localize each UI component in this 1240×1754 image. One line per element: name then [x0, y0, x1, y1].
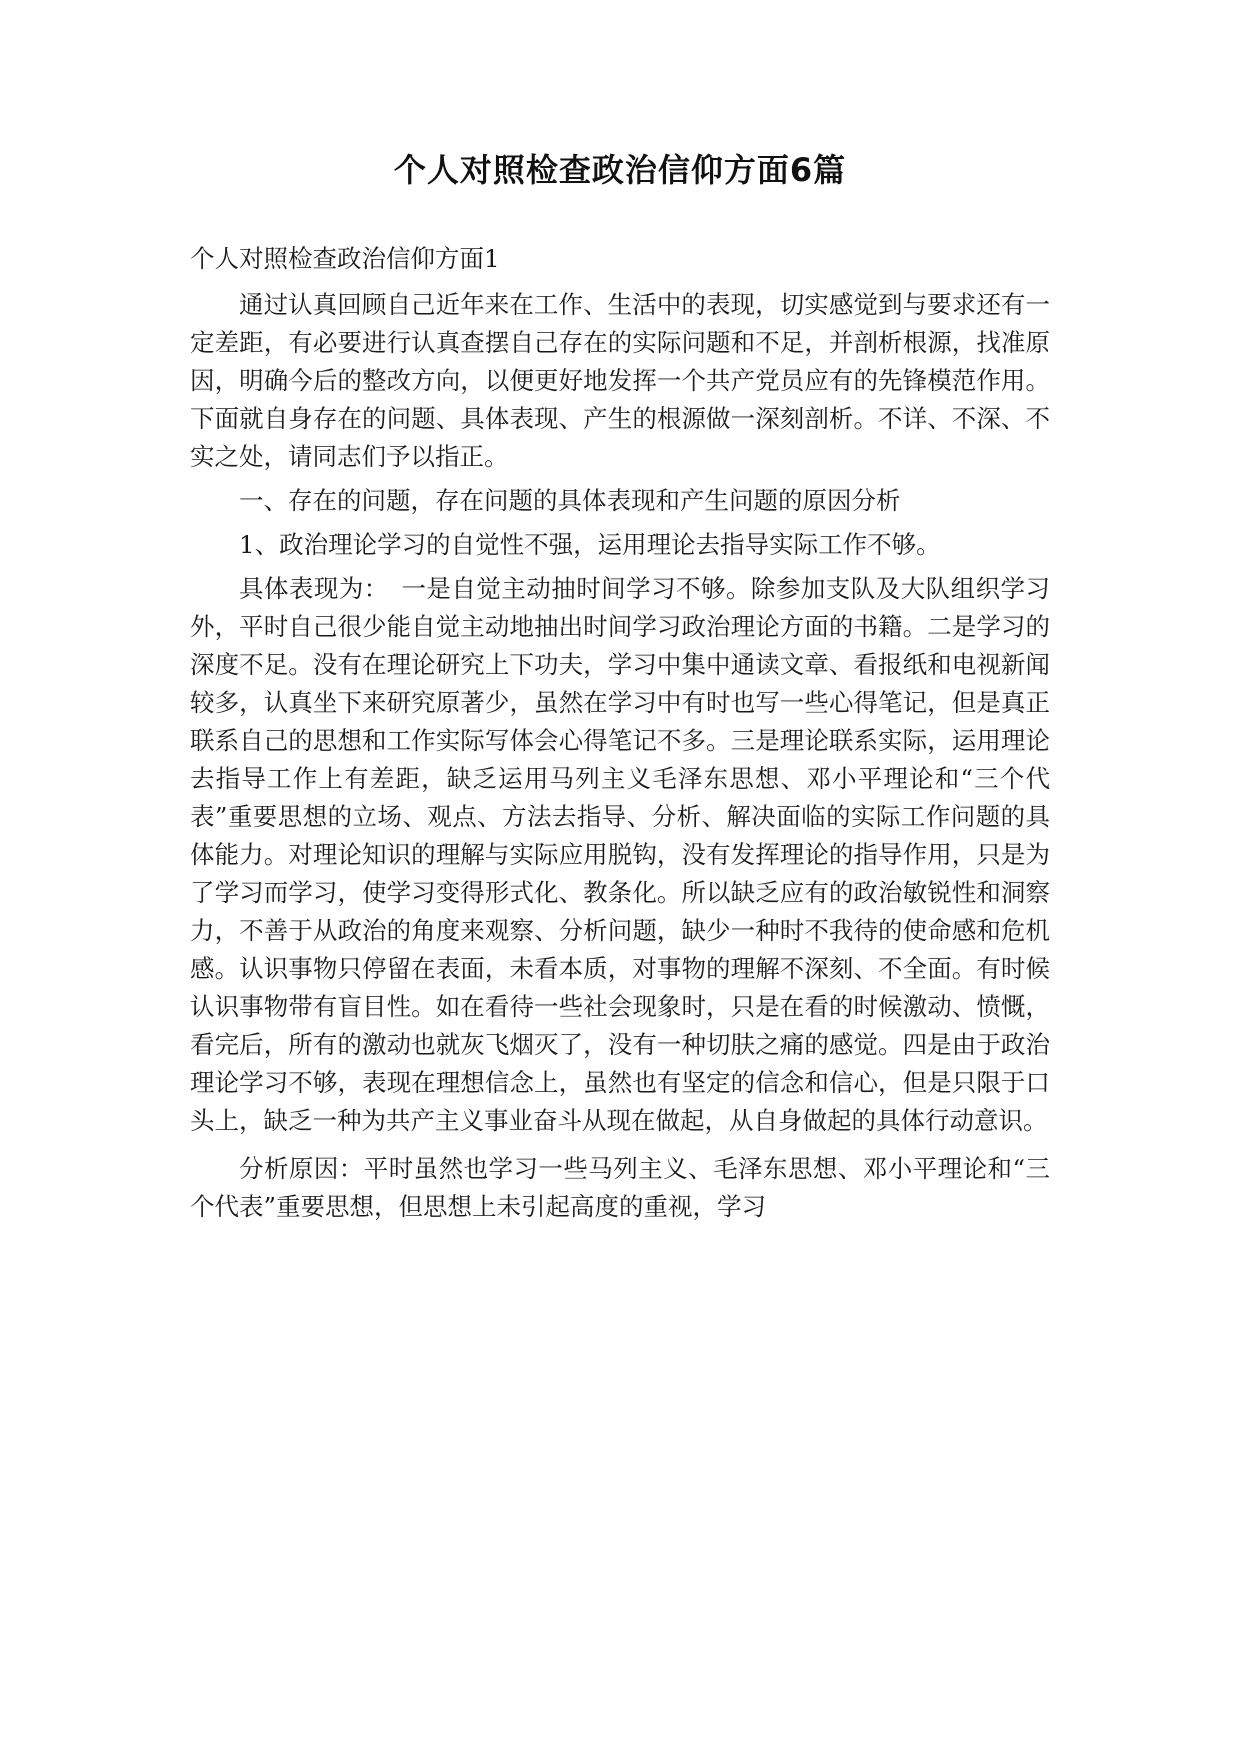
section-heading: 个人对照检查政治信仰方面1: [190, 244, 500, 273]
body-paragraph-section-one: 一、存在的问题，存在问题的具体表现和产生问题的原因分析: [239, 486, 901, 515]
body-paragraph-intro: 通过认真回顾自己近年来在工作、生活中的表现，切实感觉到与要求还有一定差距，有必要进行认真查摆自己存在的实际问题和不足，并剖析根源，找准原因，明确今后的整改方向，以便更好地发挥一个共产党员应有的先锋模范作用。下面就自身存在的问题、具体表现、产生的根源做一深刻剖析。不详、不深、不实之处，请同志们予以指正。: [190, 290, 1050, 471]
document-body: [190, 240, 1050, 1232]
document-title: 个人对照检查政治信仰方面6篇: [393, 151, 847, 189]
body-paragraph-item-one: 1、政治理论学习的自觉性不强，运用理论去指导实际工作不够。: [239, 530, 941, 559]
body-paragraph-manifestation: 具体表现为： 一是自觉主动抽时间学习不够。除参加支队及大队组织学习外，平时自己很少能自觉主动地抽出时间学习政治理论方面的书籍。二是学习的深度不足。没有在理论研究上下功夫，学习中集中通读文章、看报纸和电视新闻较多，认真坐下来研究原著少，虽然在学习中有时也写一些心得笔记，但是真正联系自己的思想和工作实际写体会心得笔记不多。三是理论联系实际，运用理论去指导工作上有差距，缺乏运用马列主义毛泽东思想、邓小平理论和“三个代表”重要思想的立场、观点、方法去指导、分析、解决面临的实际工作问题的具体能力。对理论知识的理解与实际应用脱钩，没有发挥理论的指导作用，只是为了学习而学习，使学习变得形式化、教条化。所以缺乏应有的政治敏锐性和洞察力，不善于从政治的角度来观察、分析问题，缺少一种时不我待的使命感和危机感。认识事物只停留在表面，未看本质，对事物的理解不深刻、不全面。有时候认识事物带有盲目性。如在看待一些社会现象时，只是在看的时候激动、愤慨，看完后，所有的激动也就灰飞烟灭了，没有一种切肤之痛的感觉。四是由于政治理论学习不够，表现在理想信念上，虽然也有坚定的信念和信心，但是只限于口头上，缺乏一种为共产主义事业奋斗从现在做起，从自身做起的具体行动意识。: [190, 574, 1050, 1135]
body-paragraph-cause-analysis: 分析原因：平时虽然也学习一些马列主义、毛泽东思想、邓小平理论和“三个代表”重要思想，但思想上未引起高度的重视，学习: [190, 1154, 1050, 1221]
